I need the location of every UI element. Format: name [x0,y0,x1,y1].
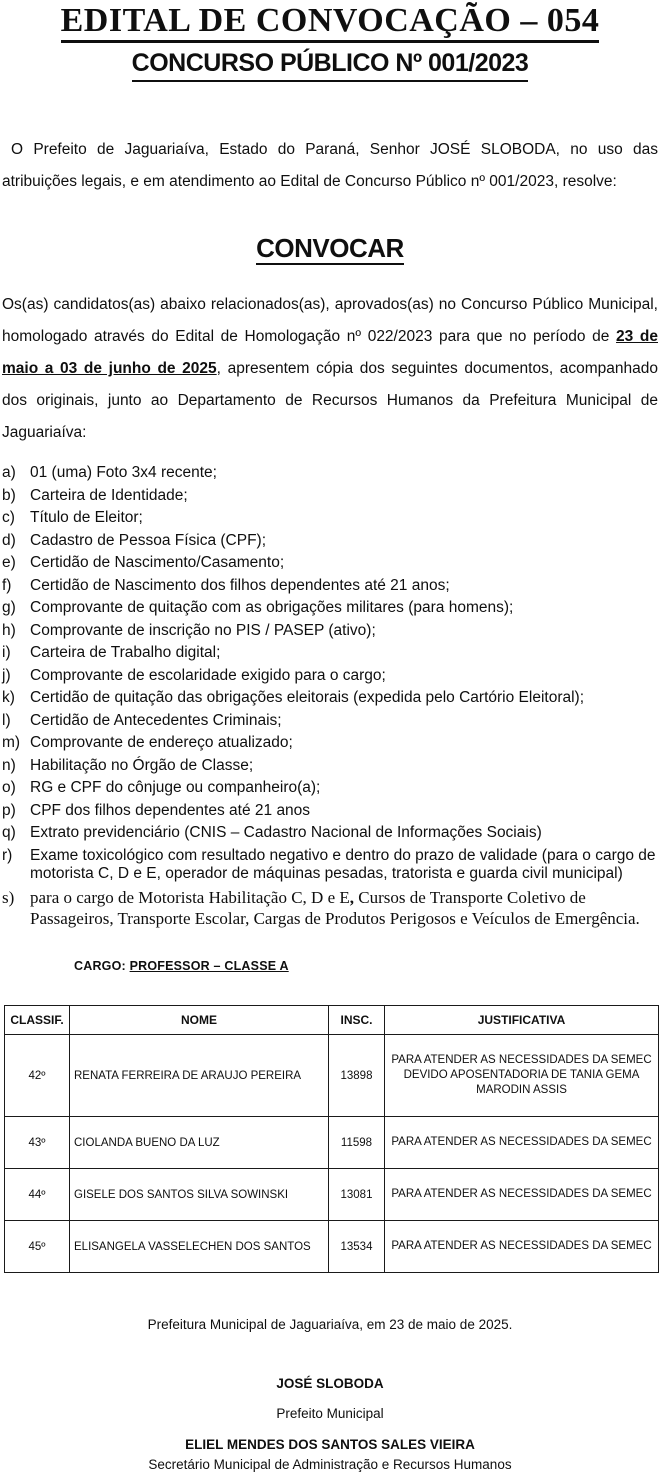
list-item-text: 01 (uma) Foto 3x4 recente; [30,464,217,482]
list-item-marker: a) [2,464,16,482]
cargo-line [74,959,658,973]
list-item-text: Certidão de Antecedentes Criminais; [30,711,282,729]
list-item-text: Exame toxicológico com resultado negativo e dentro do prazo de validade (para o cargo de motorista C, D e E, operador de máquinas pesadas, tratorista e guarda civil municipal) [30,846,656,882]
place-date-line: Prefeitura Municipal de Jaguariaíva, em 23 de maio de 2025. [147,1317,513,1333]
mayor-title: Prefeito Municipal [276,1406,384,1422]
cell-nome: CIOLANDA BUENO DA LUZ [70,1117,329,1169]
cargo-label: CARGO: [74,959,130,974]
cell-justificativa: PARA ATENDER AS NECESSIDADES DA SEMEC DEVIDO APOSENTADORIA DE TANIA GEMA MARODIN ASSIS [385,1035,659,1117]
list-item-l [2,712,658,730]
cell-classif: 43º [5,1117,70,1169]
list-item-text: Título de Eleitor; [30,509,143,527]
list-item-m [2,734,658,752]
list-item-r [2,847,658,883]
required-documents-list [2,464,658,929]
table-row [5,1117,659,1169]
list-item-text: Comprovante de escolaridade exigido para o cargo; [30,666,386,684]
cell-justificativa: PARA ATENDER AS NECESSIDADES DA SEMEC [385,1221,659,1273]
list-item-q [2,824,658,842]
table-row [5,1035,659,1117]
list-item-text: CPF dos filhos dependentes até 21 anos [30,801,311,819]
list-item-text: Extrato previdenciário (CNIS – Cadastro Nacional de Informações Sociais) [30,824,542,842]
list-item-text: Carteira de Identidade; [30,486,188,504]
list-item-marker: o) [2,779,16,797]
document-title: EDITAL DE CONVOCAÇÃO – 054 [61,2,600,43]
list-item-s-part1: para o cargo de Motorista Habilitação C, D e E [30,888,350,908]
list-item-n [2,757,658,775]
column-header-insc: INSC. [329,1006,385,1035]
list-item-marker: d) [2,531,16,549]
secretary-title: Secretário Municipal de Administração e Recursos Humanos [148,1457,512,1472]
list-item-marker: r) [2,846,13,864]
signature-block [2,1317,658,1472]
list-item-marker: e) [2,554,16,572]
list-item-marker: k) [2,689,15,707]
list-item-marker: p) [2,801,16,819]
cell-justificativa: PARA ATENDER AS NECESSIDADES DA SEMEC [385,1117,659,1169]
list-item-marker: l) [2,711,11,729]
column-header-nome: NOME [70,1006,329,1035]
table-row [5,1221,659,1273]
table-header-row [5,1006,659,1035]
list-item-e [2,554,658,572]
cell-justificativa: PARA ATENDER AS NECESSIDADES DA SEMEC [385,1169,659,1221]
candidates-table [4,1005,659,1273]
list-item-text: Habilitação no Órgão de Classe; [30,756,254,774]
convocar-row [2,234,658,266]
list-item-o [2,779,658,797]
cell-nome: RENATA FERREIRA DE ARAUJO PEREIRA [70,1035,329,1117]
intro-paragraph: O Prefeito de Jaguariaíva, Estado do Paraná, Senhor JOSÉ SLOBODA, no uso das atribuições legais, e em atendimento ao Edital de Concurso Público nº 001/2023, resolve: [2,140,658,190]
document-subtitle: CONCURSO PÚBLICO Nº 001/2023 [132,50,529,82]
list-item-text: Certidão de quitação das obrigações eleitorais (expedida pelo Cartório Eleitoral); [30,689,585,707]
cell-insc: 11598 [329,1117,385,1169]
list-item-h [2,622,658,640]
list-item-s-part2: Cursos de Transporte Coletivo de Passageiros, Transporte Escolar, Cargas de Produtos Perigosos e Veículos de Emergência. [30,888,640,929]
list-item-marker: j) [2,666,11,684]
convocar-heading: CONVOCAR [256,234,404,266]
list-item-text [30,887,658,929]
title-row [2,2,658,43]
column-header-justificativa: JUSTIFICATIVA [385,1006,659,1035]
list-item-a [2,464,658,482]
cell-nome: GISELE DOS SANTOS SILVA SOWINSKI [70,1169,329,1221]
list-item-j [2,667,658,685]
list-item-text: Comprovante de inscrição no PIS / PASEP (ativo); [30,621,376,639]
list-item-f [2,577,658,595]
table-row [5,1169,659,1221]
list-item-text: Certidão de Nascimento dos filhos dependentes até 21 anos; [30,576,450,594]
cell-insc: 13534 [329,1221,385,1273]
list-item-marker: n) [2,756,16,774]
cargo-value: PROFESSOR – CLASSE A [129,959,289,974]
list-item-marker: f) [2,576,12,594]
convocation-paragraph [2,289,658,449]
list-item-text: RG e CPF do cônjuge ou companheiro(a); [30,779,321,797]
list-item-text: Comprovante de quitação com as obrigações militares (para homens); [30,599,514,617]
list-item-g [2,599,658,617]
list-item-d [2,532,658,550]
column-header-classif: CLASSIF. [5,1006,70,1035]
subtitle-row [2,50,658,82]
mayor-name: JOSÉ SLOBODA [276,1376,384,1392]
list-item-marker: s) [2,888,15,908]
list-item-marker: i) [2,644,11,662]
list-item-text: Carteira de Trabalho digital; [30,644,221,662]
list-item-marker: h) [2,621,16,639]
list-item-i [2,644,658,662]
list-item-marker: g) [2,599,16,617]
list-item-marker: b) [2,486,16,504]
cell-insc: 13898 [329,1035,385,1117]
list-item-text: Certidão de Nascimento/Casamento; [30,554,285,572]
cell-nome: ELISANGELA VASSELECHEN DOS SANTOS [70,1221,329,1273]
convocation-text-before: Os(as) candidatos(as) abaixo relacionados(as), aprovados(as) no Concurso Público Municipal, homologado através do Edital de Homologação nº 022/2023 para que no período de [2,296,658,346]
list-item-s-bold-comma: , [349,888,354,908]
convocation-period-highlight: 23 de maio a 03 de junho de 2025 [2,328,658,378]
convocation-text-after: , apresentem cópia dos seguintes documentos, acompanhado dos originais, junto ao Departamento de Recursos Humanos da Prefeitura Municipal de Jaguariaíva: [2,360,659,442]
cell-classif: 44º [5,1169,70,1221]
list-item-k [2,689,658,707]
cell-classif: 42º [5,1035,70,1117]
list-item-marker: c) [2,509,15,527]
list-item-p [2,802,658,820]
list-item-marker: q) [2,824,16,842]
list-item-marker: m) [2,734,21,752]
list-item-text: Cadastro de Pessoa Física (CPF); [30,531,267,549]
secretary-name: ELIEL MENDES DOS SANTOS SALES VIEIRA [185,1437,475,1453]
list-item-c [2,509,658,527]
list-item-text: Comprovante de endereço atualizado; [30,734,293,752]
cell-insc: 13081 [329,1169,385,1221]
list-item-s [2,887,658,929]
list-item-b [2,487,658,505]
cell-classif: 45º [5,1221,70,1273]
